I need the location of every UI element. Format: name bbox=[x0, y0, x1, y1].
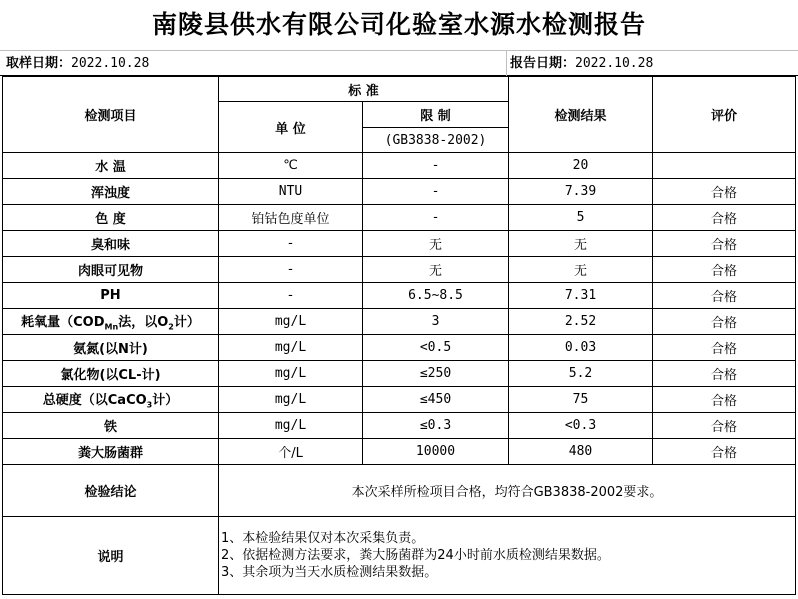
note-line: 3、其余项为当天水质检测结果数据。 bbox=[221, 565, 438, 580]
item-evaluation: 合格 bbox=[653, 439, 796, 465]
item-result: 7.39 bbox=[509, 179, 653, 205]
item-evaluation: 合格 bbox=[653, 257, 796, 283]
item-name-part: 计） bbox=[173, 315, 200, 331]
table-row bbox=[3, 361, 796, 387]
table-row bbox=[3, 413, 796, 439]
item-unit: 个/L bbox=[219, 439, 363, 465]
item-result: 5 bbox=[509, 205, 653, 231]
item-name: 粪大肠菌群 bbox=[3, 439, 219, 465]
item-result: 20 bbox=[509, 153, 653, 179]
header-limit-standard: (GB3838-2002) bbox=[363, 128, 509, 153]
item-name: 色 度 bbox=[3, 205, 219, 231]
item-result: 无 bbox=[509, 231, 653, 257]
item-limit: ≤250 bbox=[363, 361, 509, 387]
item-evaluation: 合格 bbox=[653, 179, 796, 205]
item-evaluation: 合格 bbox=[653, 413, 796, 439]
date-bar bbox=[0, 50, 798, 76]
item-evaluation: 合格 bbox=[653, 361, 796, 387]
item-unit: mg/L bbox=[219, 387, 363, 413]
item-evaluation: 合格 bbox=[653, 309, 796, 335]
item-limit: 无 bbox=[363, 231, 509, 257]
item-name bbox=[3, 387, 219, 413]
item-name bbox=[3, 309, 219, 335]
item-name: 氯化物(以CL-计) bbox=[3, 361, 219, 387]
item-limit: - bbox=[363, 179, 509, 205]
report-date-value: 2022.10.28 bbox=[575, 56, 654, 71]
item-result: 5.2 bbox=[509, 361, 653, 387]
item-name: 氨氮(以N计) bbox=[3, 335, 219, 361]
sample-date-label: 取样日期： bbox=[6, 56, 72, 71]
conclusion-text: 本次采样所检项目合格，均符合GB3838-2002要求。 bbox=[219, 465, 796, 517]
item-limit: 6.5~8.5 bbox=[363, 283, 509, 309]
table-row bbox=[3, 439, 796, 465]
header-limit: 限 制 bbox=[363, 102, 509, 128]
item-unit: ℃ bbox=[219, 153, 363, 179]
header-standard: 标 准 bbox=[219, 77, 509, 102]
table-row bbox=[3, 335, 796, 361]
item-name: 水 温 bbox=[3, 153, 219, 179]
item-name: 肉眼可见物 bbox=[3, 257, 219, 283]
table-row bbox=[3, 231, 796, 257]
item-unit: NTU bbox=[219, 179, 363, 205]
table-row bbox=[3, 283, 796, 309]
table-row bbox=[3, 153, 796, 179]
header-unit: 单 位 bbox=[219, 102, 363, 153]
table-row bbox=[3, 179, 796, 205]
table-row bbox=[3, 205, 796, 231]
item-unit: mg/L bbox=[219, 335, 363, 361]
note-line: 2、依据检测方法要求，粪大肠菌群为24小时前水质检测结果数据。 bbox=[221, 548, 610, 563]
header-evaluation: 评价 bbox=[653, 77, 796, 153]
item-name: 臭和味 bbox=[3, 231, 219, 257]
item-name-part: 法，以O bbox=[118, 315, 169, 331]
item-result: 480 bbox=[509, 439, 653, 465]
item-unit: mg/L bbox=[219, 361, 363, 387]
results-table bbox=[2, 76, 796, 595]
item-name-part: 2 bbox=[168, 322, 174, 332]
item-unit: - bbox=[219, 257, 363, 283]
item-result: 2.52 bbox=[509, 309, 653, 335]
item-unit: - bbox=[219, 231, 363, 257]
item-name-part: 总硬度（以CaCO bbox=[42, 393, 147, 409]
conclusion-label: 检验结论 bbox=[3, 465, 219, 517]
item-evaluation bbox=[653, 153, 796, 179]
item-evaluation: 合格 bbox=[653, 231, 796, 257]
header-item: 检测项目 bbox=[3, 77, 219, 153]
report-date bbox=[510, 51, 653, 76]
item-unit: mg/L bbox=[219, 413, 363, 439]
notes-content bbox=[219, 517, 796, 595]
item-limit: ≤0.3 bbox=[363, 413, 509, 439]
item-limit: ≤450 bbox=[363, 387, 509, 413]
table-row bbox=[3, 309, 796, 335]
sample-date-value: 2022.10.28 bbox=[71, 56, 150, 71]
item-limit: 无 bbox=[363, 257, 509, 283]
item-name-part: 3 bbox=[146, 400, 153, 410]
header-result: 检测结果 bbox=[509, 77, 653, 153]
item-limit: - bbox=[363, 205, 509, 231]
item-name: PH bbox=[3, 283, 219, 309]
item-name-part: Mn bbox=[104, 322, 119, 332]
table-row bbox=[3, 387, 796, 413]
item-result: 75 bbox=[509, 387, 653, 413]
note-line: 1、本检验结果仅对本次采集负责。 bbox=[221, 531, 425, 546]
sample-date bbox=[6, 51, 149, 76]
item-unit: 铂钴色度单位 bbox=[219, 205, 363, 231]
item-name: 浑浊度 bbox=[3, 179, 219, 205]
conclusion-row bbox=[3, 465, 796, 517]
item-evaluation: 合格 bbox=[653, 335, 796, 361]
report-title: 南陵县供水有限公司化验室水源水检测报告 bbox=[151, 10, 646, 39]
item-unit: - bbox=[219, 283, 363, 309]
item-evaluation: 合格 bbox=[653, 205, 796, 231]
item-name-part: 计） bbox=[152, 393, 179, 409]
item-name-part: 耗氧量（COD bbox=[21, 315, 105, 331]
item-result: <0.3 bbox=[509, 413, 653, 439]
notes-row bbox=[3, 517, 796, 595]
item-result: 无 bbox=[509, 257, 653, 283]
item-name: 铁 bbox=[3, 413, 219, 439]
item-limit: <0.5 bbox=[363, 335, 509, 361]
item-evaluation: 合格 bbox=[653, 283, 796, 309]
date-divider bbox=[506, 51, 507, 76]
item-result: 0.03 bbox=[509, 335, 653, 361]
item-result: 7.31 bbox=[509, 283, 653, 309]
item-limit: 10000 bbox=[363, 439, 509, 465]
item-limit: 3 bbox=[363, 309, 509, 335]
item-unit: mg/L bbox=[219, 309, 363, 335]
table-row bbox=[3, 257, 796, 283]
report-date-label: 报告日期： bbox=[510, 56, 576, 71]
header-row-1 bbox=[3, 77, 796, 102]
notes-label: 说明 bbox=[3, 517, 219, 595]
item-limit: - bbox=[363, 153, 509, 179]
item-evaluation: 合格 bbox=[653, 387, 796, 413]
